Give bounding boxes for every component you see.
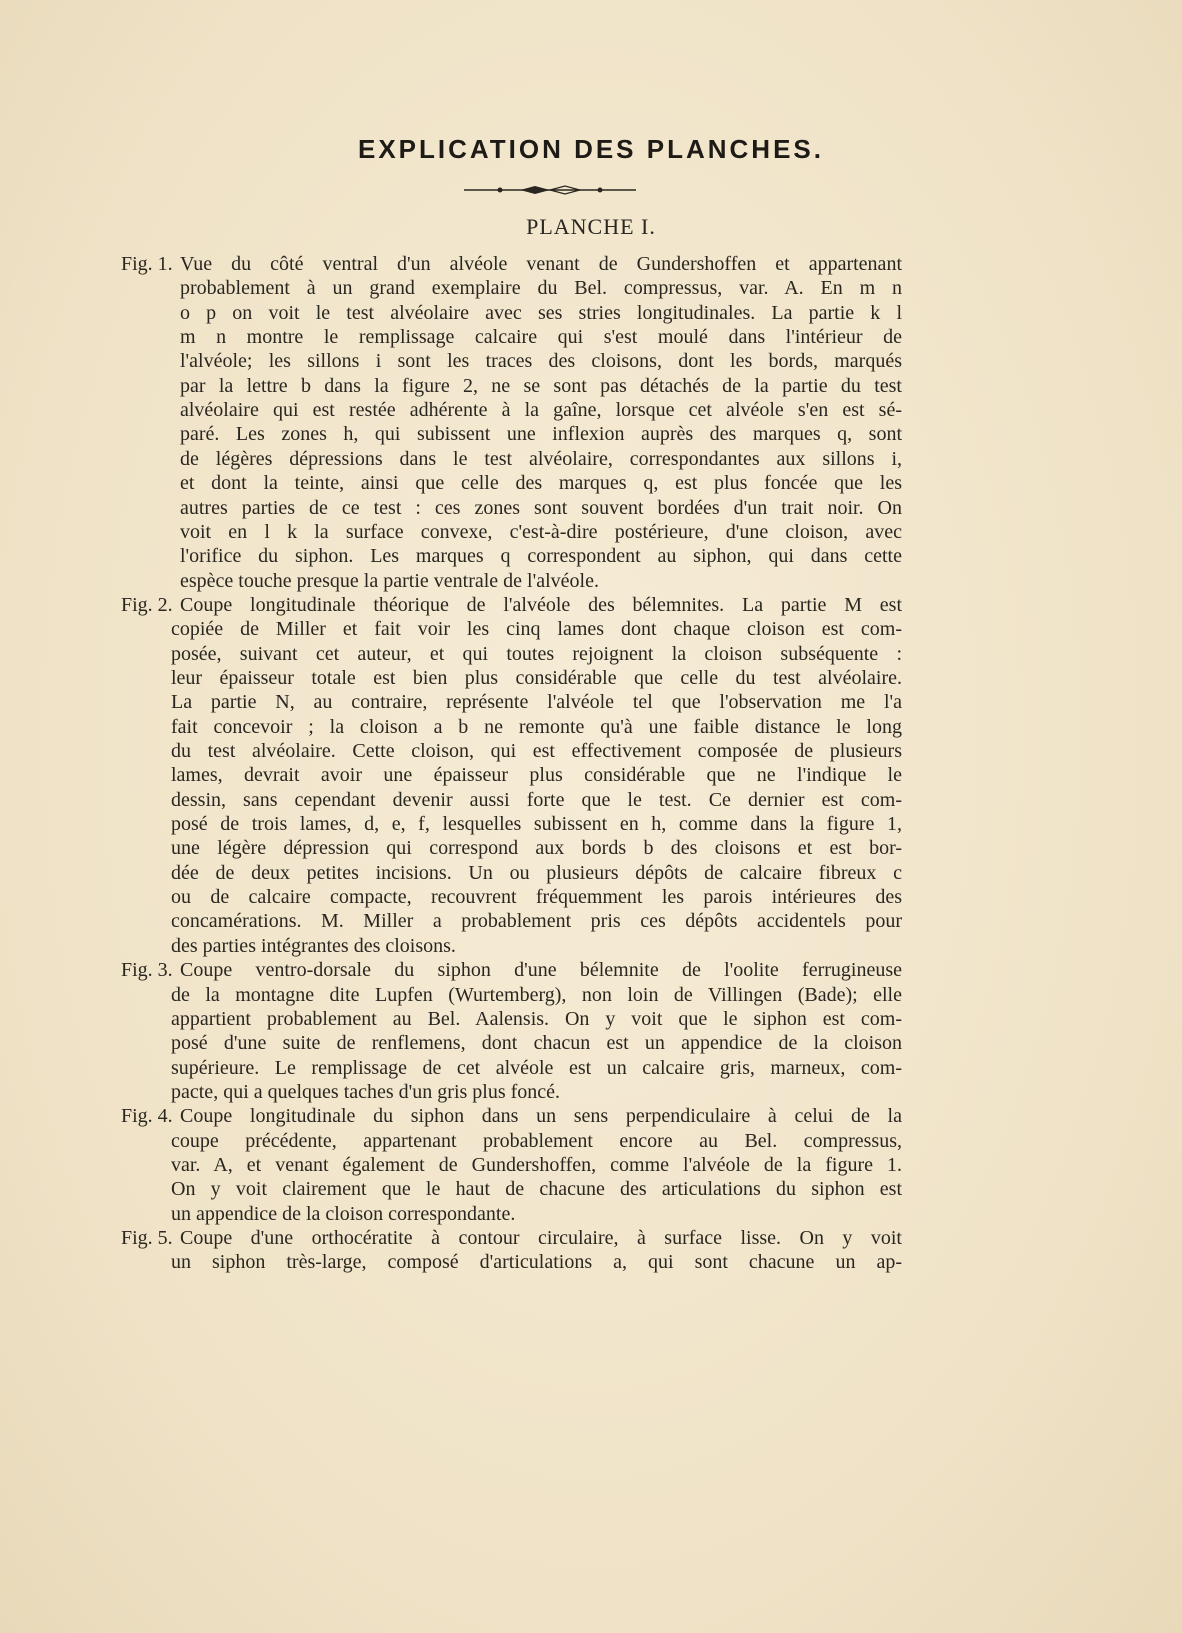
text-line: alvéolaire qui est restée adhérente à la gaîne, lorsque cet alvéole s'en est sé-: [180, 399, 902, 422]
text-line: l'orifice du siphon. Les marques q correspondent au siphon, qui dans cette: [180, 545, 902, 568]
text-line: coupe précédente, appartenant probablement encore au Bel. compressus,: [171, 1129, 902, 1152]
text-line: un siphon très-large, composé d'articulations a, qui sont chacune un ap-: [171, 1251, 902, 1274]
text-line: un appendice de la cloison correspondante.: [171, 1202, 516, 1225]
text-line: des parties intégrantes des cloisons.: [171, 934, 456, 957]
text-line: Coupe ventro-dorsale du siphon d'une bélemnite de l'oolite ferrugineuse: [180, 959, 902, 982]
figure-label: Fig. 3.: [121, 959, 173, 982]
text-line: paré. Les zones h, qui subissent une inflexion auprès des marques q, sont: [180, 423, 902, 446]
figure-label: Fig. 2.: [121, 593, 173, 616]
text-line: fait concevoir ; la cloison a b ne remonte qu'à une faible distance le long: [171, 715, 902, 738]
text-line: pacte, qui a quelques taches d'un gris plus foncé.: [171, 1080, 561, 1103]
text-line: dessin, sans cependant devenir aussi forte que le test. Ce dernier est com-: [171, 788, 902, 811]
text-line: et dont la teinte, ainsi que celle des marques q, est plus foncée que les: [180, 472, 902, 495]
text-line: une légère dépression qui correspond aux bords b des cloisons et est bor-: [171, 837, 902, 860]
ornament-divider: [460, 184, 640, 196]
text-line: Coupe d'une orthocératite à contour circulaire, à surface lisse. On y voit: [180, 1227, 902, 1249]
text-line: espèce touche presque la partie ventrale de l'alvéole.: [180, 569, 599, 592]
text-line: posé de trois lames, d, e, f, lesquelles subissent en h, comme dans la figure 1,: [171, 813, 902, 836]
text-line: dée de deux petites incisions. Un ou plusieurs dépôts de calcaire fibreux c: [171, 861, 902, 884]
text-line: o p on voit le test alvéolaire avec ses stries longitudinales. La partie k l: [180, 301, 902, 324]
plate-heading: PLANCHE I.: [526, 214, 656, 239]
text-line: du test alvéolaire. Cette cloison, qui est effectivement composée de plusieurs: [171, 740, 902, 762]
text-line: supérieure. Le remplissage de cet alvéole est un calcaire gris, marneux, com-: [171, 1056, 902, 1079]
text-line: de la montagne dite Lupfen (Wurtemberg), non loin de Villingen (Bade); elle: [171, 983, 902, 1006]
text-line: m n montre le remplissage calcaire qui s'est moulé dans l'intérieur de: [180, 326, 902, 349]
figure-label: Fig. 1.: [121, 253, 173, 275]
text-line: probablement à un grand exemplaire du Bel. compressus, var. A. En m n: [180, 277, 902, 300]
text-line: La partie N, au contraire, représente l'alvéole tel que l'observation me l'a: [171, 691, 902, 714]
page-title: EXPLICATION DES PLANCHES.: [357, 134, 824, 164]
text-line: par la lettre b dans la figure 2, ne se sont pas détachés de la partie du test: [180, 374, 902, 397]
text-line: concamérations. M. Miller a probablement pris ces dépôts accidentels pour: [171, 910, 902, 933]
text-line: voit en l k la surface convexe, c'est-à-dire postérieure, d'une cloison, avec: [180, 520, 902, 543]
text-line: On y voit clairement que le haut de chacune des articulations du siphon est: [171, 1178, 902, 1201]
text-line: l'alvéole; les sillons i sont les traces des cloisons, dont les bords, marqués: [180, 350, 902, 373]
text-line: posée, suivant cet auteur, et qui toutes rejoignent la cloison subséquente :: [171, 642, 902, 665]
text-line: Coupe longitudinale théorique de l'alvéole des bélemnites. La partie M est: [180, 593, 902, 616]
text-line: ou de calcaire compacte, recouvrent fréquemment les parois intérieures des: [171, 886, 902, 909]
text-line: Vue du côté ventral d'un alvéole venant de Gundershoffen et appartenant: [180, 253, 902, 275]
text-line: de légères dépressions dans le test alvéolaire, correspondantes aux sillons i,: [180, 447, 902, 470]
text-line: posé d'une suite de renflemens, dont chacun est un appendice de la cloison: [171, 1032, 902, 1055]
figure-label: Fig. 5.: [121, 1227, 173, 1249]
text-line: Coupe longitudinale du siphon dans un sens perpendiculaire à celui de la: [180, 1105, 902, 1128]
text-line: leur épaisseur totale est bien plus considérable que celle du test alvéolaire.: [171, 666, 902, 689]
text-line: autres parties de ce test : ces zones sont souvent bordées d'un trait noir. On: [180, 496, 902, 519]
text-line: copiée de Miller et fait voir les cinq lames dont chaque cloison est com-: [171, 618, 902, 641]
text-line: appartient probablement au Bel. Aalensis. On y voit que le siphon est com-: [171, 1007, 902, 1030]
text-line: lames, devrait avoir une épaisseur plus considérable que ne l'indique le: [171, 764, 902, 787]
figure-label: Fig. 4.: [121, 1105, 173, 1128]
text-line: var. A, et venant également de Gundershoffen, comme l'alvéole de la figure 1.: [171, 1153, 902, 1176]
